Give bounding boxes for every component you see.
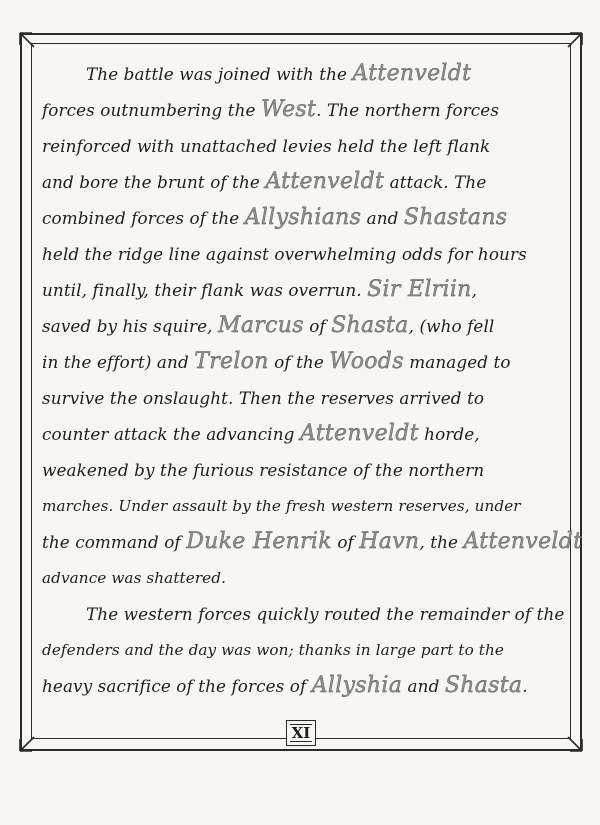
text-run: forces outnumbering the <box>42 100 261 120</box>
text-run: and <box>402 676 445 696</box>
paragraph-1 <box>42 56 583 596</box>
text-line <box>42 128 562 164</box>
text-line <box>42 632 562 668</box>
proper-name: Shasta <box>444 673 523 698</box>
text-run: the command of <box>42 532 187 552</box>
text-line <box>42 560 562 596</box>
text-run: and bore the brunt of the <box>42 172 266 192</box>
proper-name: Attenveldt <box>265 169 385 194</box>
text-run: held the ridge line against overwhelming odds for hours <box>42 244 527 264</box>
manuscript-text <box>42 56 583 704</box>
proper-name: West <box>260 97 317 122</box>
text-line <box>42 416 562 452</box>
text-run: . <box>522 676 528 696</box>
text-line <box>42 524 583 560</box>
text-run: saved by his squire, <box>42 316 219 336</box>
text-run: attack. The <box>384 172 487 192</box>
text-line <box>42 164 562 200</box>
text-run: of the <box>268 352 330 372</box>
text-run: of <box>303 316 332 336</box>
text-line <box>42 200 562 236</box>
proper-name: Trelon <box>194 349 269 374</box>
proper-name: Attenveldt <box>299 421 419 446</box>
text-line <box>42 308 562 344</box>
proper-name: Attenveldt <box>463 529 583 554</box>
corner-ornament-bottom-right <box>566 735 584 753</box>
proper-name: Allyshia <box>311 673 403 698</box>
proper-name: Shasta <box>331 313 409 338</box>
text-run: and <box>361 208 404 228</box>
text-run: survive the onslaught. Then the reserves arrived to <box>42 388 485 408</box>
text-run: horde, <box>418 424 480 444</box>
text-run: The battle was joined with the <box>86 64 353 84</box>
text-line <box>42 272 562 308</box>
text-run: , (who fell <box>408 316 495 336</box>
text-line <box>42 668 562 704</box>
text-run: counter attack the advancing <box>42 424 300 444</box>
text-line <box>42 92 562 128</box>
paragraph-2 <box>42 596 565 704</box>
proper-name: Shastans <box>403 205 508 230</box>
proper-name: Duke Henrik <box>186 529 332 554</box>
text-run: , the <box>419 532 464 552</box>
text-line <box>42 380 562 416</box>
proper-name: Marcus <box>218 313 304 338</box>
proper-name: Allyshians <box>244 205 362 230</box>
text-line <box>42 56 562 92</box>
text-line <box>42 344 562 380</box>
corner-ornament-bottom-left <box>18 735 36 753</box>
text-run: managed to <box>403 352 511 372</box>
proper-name: Attenveldt <box>352 61 472 86</box>
text-run: marches. Under assault by the fresh western reserves, under <box>42 497 521 515</box>
text-line <box>42 488 562 524</box>
text-run: in the effort) and <box>42 352 195 372</box>
corner-ornament-top-right <box>566 31 584 49</box>
text-run: until, finally, their flank was overrun. <box>42 280 368 300</box>
text-run: advance was shattered. <box>42 569 227 587</box>
text-run: defenders and the day was won; thanks in large part to the <box>42 641 504 659</box>
proper-name: Woods <box>329 349 404 374</box>
text-line <box>42 236 562 272</box>
text-run: weakened by the furious resistance of the northern <box>42 460 485 480</box>
text-run: The western forces quickly routed the remainder of the <box>86 604 565 624</box>
text-run: combined forces of the <box>42 208 245 228</box>
text-line <box>42 596 565 632</box>
page-number: XI <box>286 720 316 746</box>
proper-name: Havn <box>359 529 420 554</box>
text-line <box>42 452 562 488</box>
corner-ornament-top-left <box>18 31 36 49</box>
text-run: reinforced with unattached levies held the left flank <box>42 136 491 156</box>
proper-name: Sir Elriin <box>367 277 472 302</box>
text-run: heavy sacrifice of the forces of <box>42 676 312 696</box>
text-run: . The northern forces <box>316 100 500 120</box>
text-run: of <box>331 532 360 552</box>
text-run: , <box>471 280 478 300</box>
